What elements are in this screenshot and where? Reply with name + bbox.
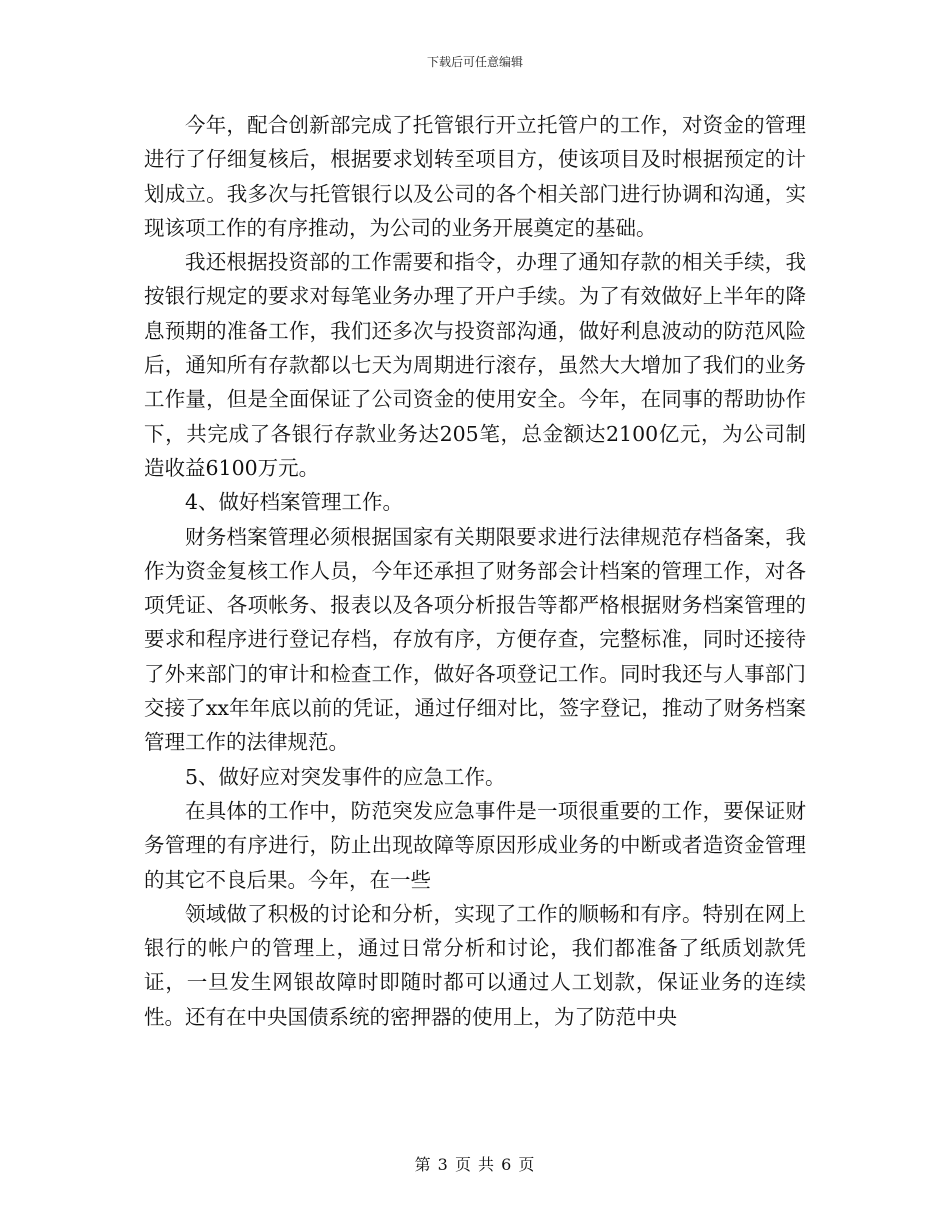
- page-number: 第 3 页 共 6 页: [414, 1155, 536, 1174]
- paragraph-1: 今年，配合创新部完成了托管银行开立托管户的工作，对资金的管理进行了仔细复核后，根据要求划转至项目方，使该项目及时根据预定的计划成立。我多次与托管银行以及公司的各个相关部门进行协调和沟通，实现该项工作的有序推动，为公司的业务开展奠定的基础。: [144, 113, 806, 240]
- section-heading-5: 5、做好应对突发事件的应急工作。: [185, 764, 506, 789]
- section-heading-4: 4、做好档案管理工作。: [185, 490, 404, 515]
- page-header: 下载后可任意编辑: [426, 55, 523, 69]
- paragraph-5: 领域做了积极的讨论和分析，实现了工作的顺畅和有序。特别在网上银行的帐户的管理上，通过日常分析和讨论，我们都准备了纸质划款凭证，一旦发生网银故障时即随时都可以通过人工划款，保证业务的连续性。还有在中央国债系统的密押器的使用上，为了防范中央: [144, 901, 806, 1029]
- document-body: [144, 108, 806, 1034]
- paragraph-4: 在具体的工作中，防范突发应急事件是一项很重要的工作，要保证财务管理的有序进行，防止出现故障等原因形成业务的中断或者造资金管理的其它不良后果。今年，在一些: [144, 798, 806, 892]
- paragraph-3: 财务档案管理必须根据国家有关期限要求进行法律规范存档备案，我作为资金复核工作人员，今年还承担了财务部会计档案的管理工作，对各项凭证、各项帐务、报表以及各项分析报告等都严格根据财务档案管理的要求和程序进行登记存档，存放有序，方便存查，完整标准，同时还接待了外来部门的审计和检查工作，做好各项登记工作。同时我还与人事部门交接了xx年年底以前的凭证，通过仔细对比，签字登记，推动了财务档案管理工作的法律规范。: [144, 524, 806, 755]
- paragraph-2: 我还根据投资部的工作需要和指令，办理了通知存款的相关手续，我按银行规定的要求对每笔业务办理了开户手续。为了有效做好上半年的降息预期的准备工作，我们还多次与投资部沟通，做好利息波动的防范风险后，通知所有存款都以七天为周期进行滚存，虽然大大增加了我们的业务工作量，但是全面保证了公司资金的使用安全。今年，在同事的帮助协作下，共完成了各银行存款业务达205笔，总金额达2100亿元，为公司制造收益6100万元。: [144, 250, 806, 480]
